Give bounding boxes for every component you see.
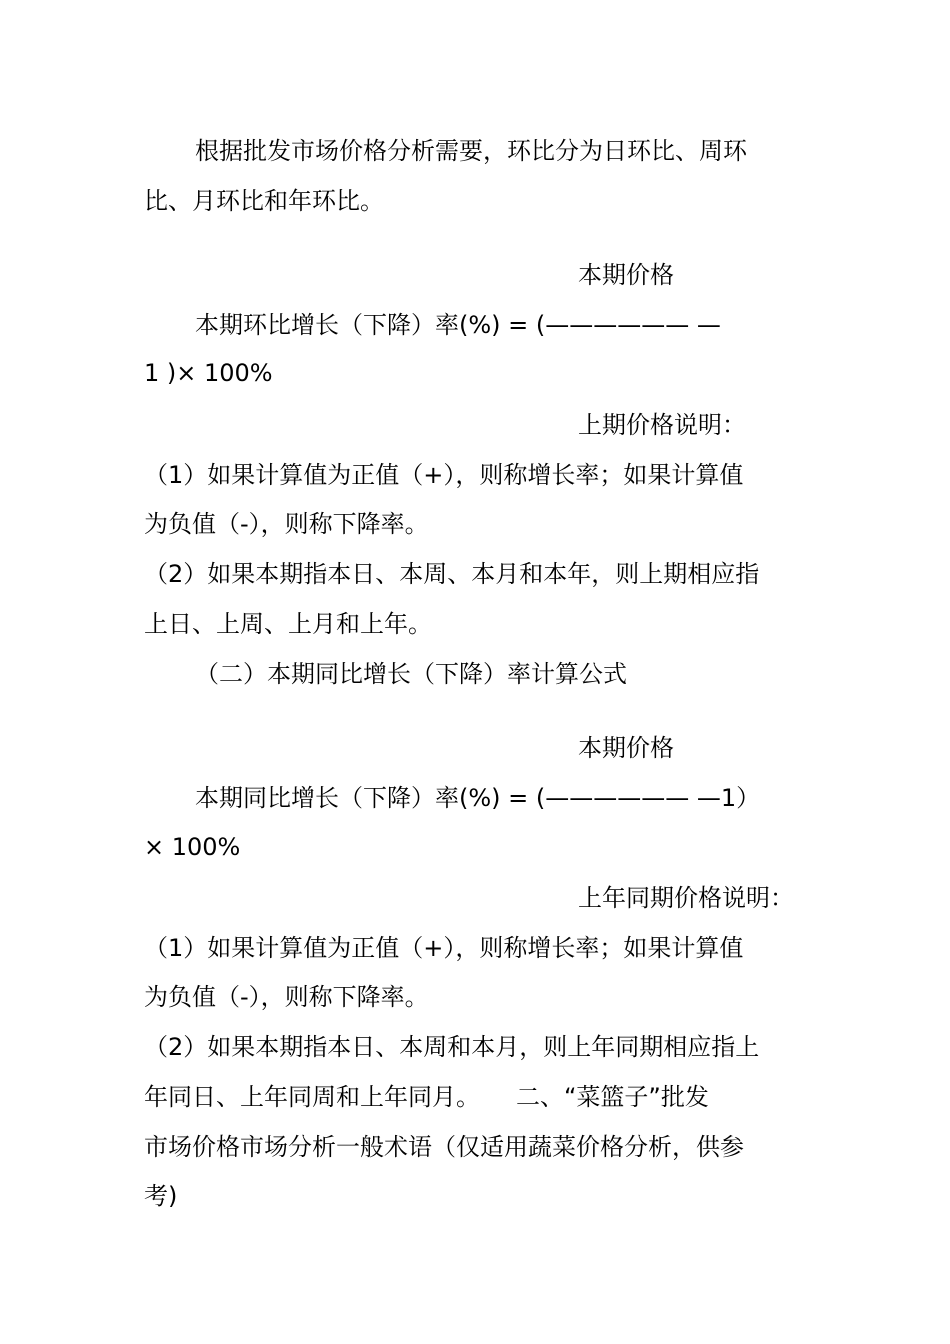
section-two-heading-line-1: 市场价格市场分析一般术语（仅适用蔬菜价格分析，供参 [144,1133,744,1161]
ring-note-2-line-2: 上日、上周、上月和上年。 [144,610,432,638]
ring-note-2-line-1: （2）如果本期指本日、本周、本月和本年，则上期相应指 [144,560,760,588]
paragraph-ring-ratio-intro-line-1: 根据批发市场价格分析需要，环比分为日环比、周环 [195,137,747,165]
formula-ring-ratio-continued: 1 )× 100% [144,359,273,387]
formula-yoy-numerator: 本期价格 [578,734,674,762]
yoy-note-2-line-2: 年同日、上年同周和上年同月。 二、“菜篮子”批发 [144,1083,709,1111]
formula-yoy-ratio: 本期同比增长（下降）率(%) = (—————— —1） [195,784,761,812]
formula-ring-denominator-note: 上期价格说明： [578,411,746,439]
section-heading-yoy-formula: （二）本期同比增长（下降）率计算公式 [195,660,627,688]
paragraph-ring-ratio-intro-line-2: 比、月环比和年环比。 [144,187,384,215]
yoy-note-1-line-1: （1）如果计算值为正值（+），则称增长率；如果计算值 [144,934,744,962]
yoy-note-2-line-1: （2）如果本期指本日、本周和本月，则上年同期相应指上 [144,1033,760,1061]
formula-ring-numerator: 本期价格 [578,261,674,289]
section-two-heading-line-2: 考) [144,1182,178,1210]
ring-note-1-line-2: 为负值（-），则称下降率。 [144,510,429,538]
formula-yoy-ratio-continued: × 100% [144,833,241,861]
yoy-note-1-line-2: 为负值（-），则称下降率。 [144,983,429,1011]
formula-ring-ratio: 本期环比增长（下降）率(%) = (—————— — [195,311,721,339]
ring-note-1-line-1: （1）如果计算值为正值（+），则称增长率；如果计算值 [144,461,744,489]
formula-yoy-denominator-note: 上年同期价格说明： [578,884,794,912]
